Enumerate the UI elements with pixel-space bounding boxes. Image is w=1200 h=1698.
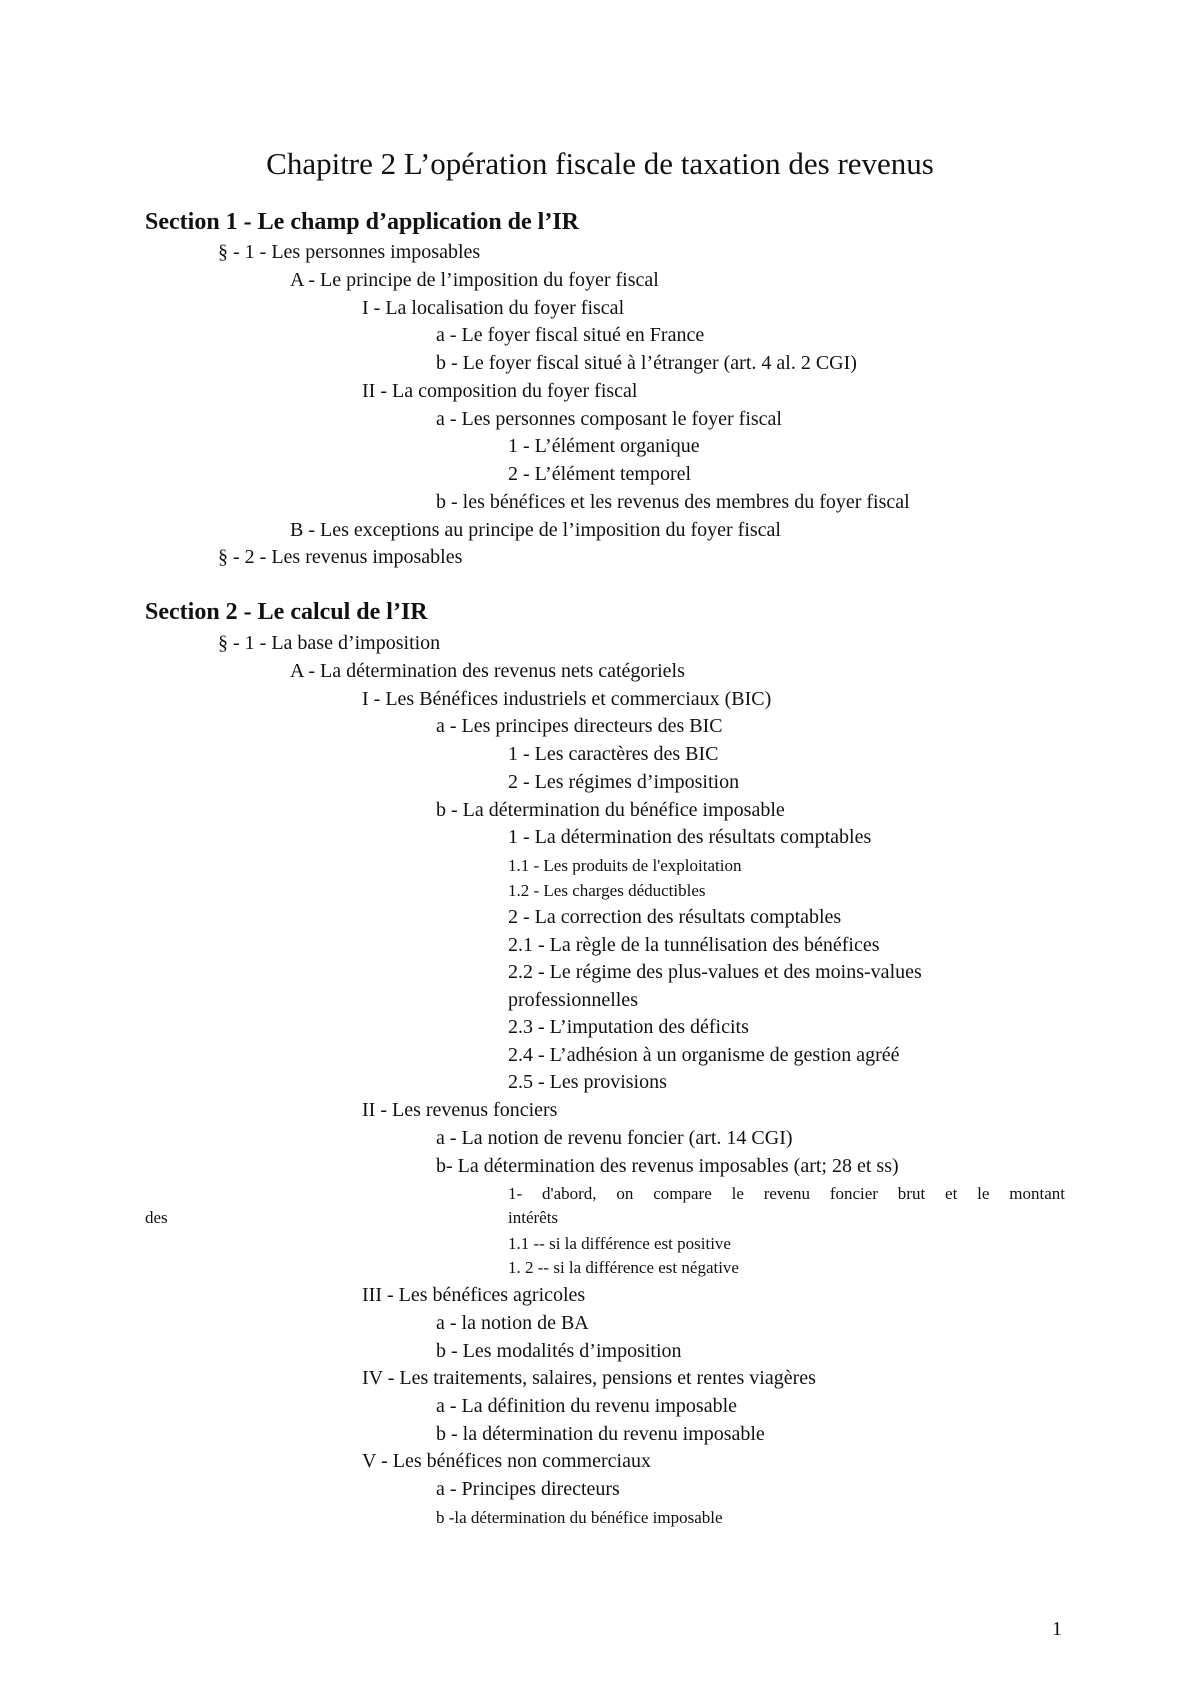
outline-item: a - La notion de revenu foncier (art. 14 CGI) xyxy=(436,1127,793,1149)
outline-item: 2.1 - La règle de la tunnélisation des bénéfices xyxy=(508,934,880,956)
outline-item: II - La composition du foyer fiscal xyxy=(362,380,638,402)
outline-item: 2.2 - Le régime des plus-values et des moins-values xyxy=(508,961,922,983)
outline-item: A - La détermination des revenus nets catégoriels xyxy=(290,660,685,682)
outline-item: b - Le foyer fiscal situé à l’étranger (art. 4 al. 2 CGI) xyxy=(436,352,857,374)
chapter-title: Chapitre 2 L’opération fiscale de taxation des revenus xyxy=(266,146,934,181)
section-1-heading: Section 1 - Le champ d’application de l’IR xyxy=(145,209,580,235)
outline-item: § - 1 - Les personnes imposables xyxy=(218,241,481,263)
outline-item: 1.1 -- si la différence est positive xyxy=(508,1234,731,1253)
outline-item: professionnelles xyxy=(508,989,638,1011)
outline-item: V - Les bénéfices non commerciaux xyxy=(362,1450,651,1472)
outline-item: b- La détermination des revenus imposables (art; 28 et ss) xyxy=(436,1155,899,1177)
outline-item: b - la détermination du revenu imposable xyxy=(436,1423,765,1445)
section-2-heading: Section 2 - Le calcul de l’IR xyxy=(145,599,428,625)
outline-item: intérêts xyxy=(508,1208,559,1227)
outline-item: 2.3 - L’imputation des déficits xyxy=(508,1016,749,1038)
outline-item: a - Principes directeurs xyxy=(436,1478,620,1500)
outline-item: 1- d'abord, on compare le revenu foncier brut et le montant xyxy=(508,1184,1065,1203)
outline-item: I - Les Bénéfices industriels et commerciaux (BIC) xyxy=(362,688,772,710)
outline-item: 1 - L’élément organique xyxy=(508,435,700,457)
outline-item: III - Les bénéfices agricoles xyxy=(362,1284,586,1306)
outline-item: 1 - La détermination des résultats comptables xyxy=(508,826,872,848)
outline-item: A - Le principe de l’imposition du foyer fiscal xyxy=(290,269,659,291)
outline-item: des xyxy=(145,1208,168,1227)
outline-item: 2 - L’élément temporel xyxy=(508,463,692,485)
outline-item: 2.5 - Les provisions xyxy=(508,1071,667,1093)
outline-item: I - La localisation du foyer fiscal xyxy=(362,297,625,319)
outline-item: a - Les personnes composant le foyer fiscal xyxy=(436,408,782,430)
outline-item: a - la notion de BA xyxy=(436,1312,589,1334)
outline-item: IV - Les traitements, salaires, pensions et rentes viagères xyxy=(362,1367,816,1389)
outline-item: a - Les principes directeurs des BIC xyxy=(436,715,723,737)
outline-item: B - Les exceptions au principe de l’imposition du foyer fiscal xyxy=(290,519,781,541)
page-number: 1 xyxy=(1052,1618,1062,1640)
outline-item: 1 - Les caractères des BIC xyxy=(508,743,719,765)
outline-item: II - Les revenus fonciers xyxy=(362,1099,558,1121)
outline-item: a - La définition du revenu imposable xyxy=(436,1395,738,1417)
outline-item: 2 - La correction des résultats comptables xyxy=(508,906,842,928)
outline-item: b -la détermination du bénéfice imposable xyxy=(436,1508,723,1527)
outline-item: § - 2 - Les revenus imposables xyxy=(218,546,463,568)
outline-item: 1.2 - Les charges déductibles xyxy=(508,881,706,900)
outline-item: b - Les modalités d’imposition xyxy=(436,1340,682,1362)
outline-item: b - La détermination du bénéfice imposable xyxy=(436,799,785,821)
outline-item: 2 - Les régimes d’imposition xyxy=(508,771,740,793)
outline-item: 2.4 - L’adhésion à un organisme de gestion agréé xyxy=(508,1044,900,1066)
outline-item: 1. 2 -- si la différence est négative xyxy=(508,1258,739,1277)
outline-item: § - 1 - La base d’imposition xyxy=(218,632,441,654)
outline-item: b - les bénéfices et les revenus des membres du foyer fiscal xyxy=(436,491,910,513)
outline-item: a - Le foyer fiscal situé en France xyxy=(436,324,705,346)
outline-item: 1.1 - Les produits de l'exploitation xyxy=(508,856,742,875)
